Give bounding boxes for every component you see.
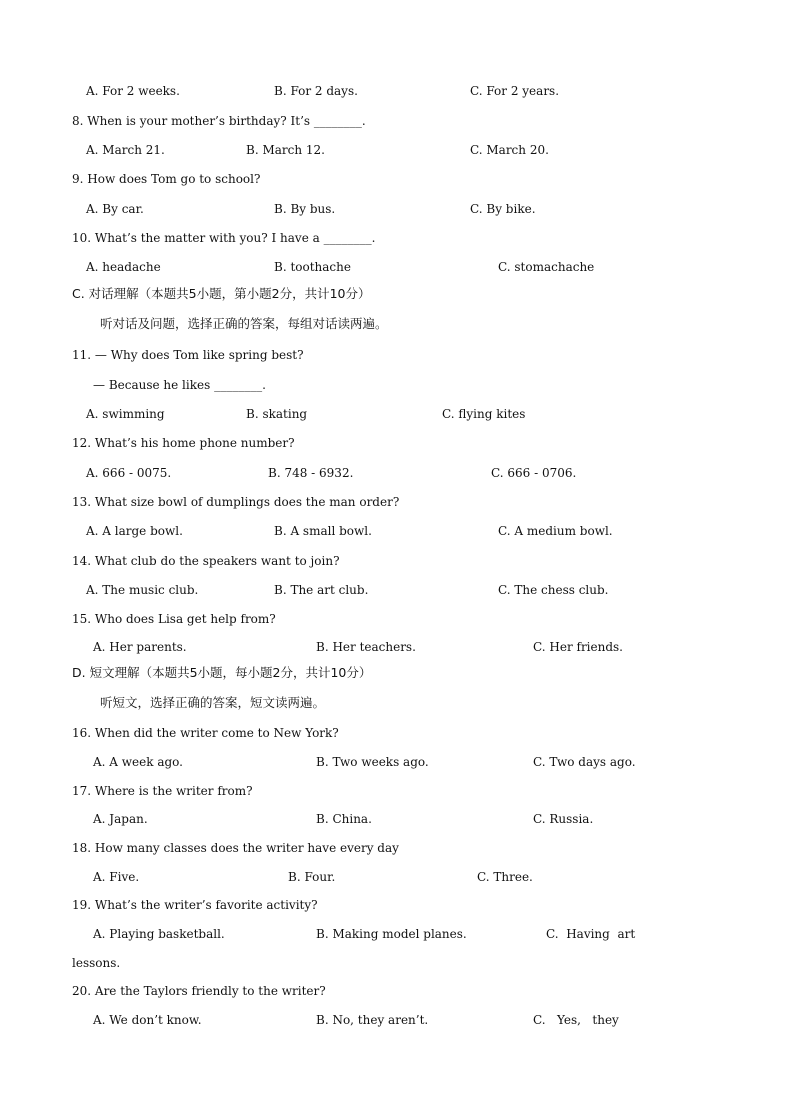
q9-option-c: C. By bike. <box>470 202 536 216</box>
q15-option-c: C. Her friends. <box>533 640 623 654</box>
q7-option-c: C. For 2 years. <box>470 84 560 98</box>
q13-stem: 13. What size bowl of dumplings does the man order? <box>72 495 400 509</box>
q12-option-c: C. 666 - 0706. <box>491 466 577 480</box>
q10-option-c: C. stomachache <box>498 260 595 274</box>
q16-option-b: B. Two weeks ago. <box>316 755 429 769</box>
q8-stem: 8. When is your mother’s birthday? It’s ________. <box>72 114 366 128</box>
q15-option-a: A. Her parents. <box>93 640 187 654</box>
q12-option-b: B. 748 - 6932. <box>268 466 354 480</box>
q14-option-a: A. The music club. <box>86 583 199 597</box>
q7-option-b: B. For 2 days. <box>274 84 358 98</box>
q8-option-c: C. March 20. <box>470 143 549 157</box>
q20-option-a: A. We don’t know. <box>93 1013 202 1027</box>
q15-option-b: B. Her teachers. <box>316 640 416 654</box>
q8-option-b: B. March 12. <box>246 143 325 157</box>
q17-option-a: A. Japan. <box>93 812 148 826</box>
q9-stem: 9. How does Tom go to school? <box>72 172 261 186</box>
q7-option-a: A. For 2 weeks. <box>86 84 180 98</box>
q20-stem: 20. Are the Taylors friendly to the writer? <box>72 984 326 998</box>
q19-option-b: B. Making model planes. <box>316 927 467 941</box>
q14-stem: 14. What club do the speakers want to join? <box>72 554 340 568</box>
q12-option-a: A. 666 - 0075. <box>86 466 172 480</box>
q11-option-a: A. swimming <box>86 407 165 421</box>
q17-option-b: B. China. <box>316 812 372 826</box>
q16-option-a: A. A week ago. <box>93 755 183 769</box>
q14-option-b: B. The art club. <box>274 583 369 597</box>
q14-option-c: C. The chess club. <box>498 583 609 597</box>
q11-stem-reply: — Because he likes ________. <box>93 378 266 392</box>
q8-option-a: A. March 21. <box>86 143 165 157</box>
q16-stem: 16. When did the writer come to New York? <box>72 726 339 740</box>
q10-option-a: A. headache <box>86 260 161 274</box>
q9-option-b: B. By bus. <box>274 202 336 216</box>
q11-option-b: B. skating <box>246 407 308 421</box>
q19-option-a: A. Playing basketball. <box>93 927 225 941</box>
q17-stem: 17. Where is the writer from? <box>72 784 253 798</box>
q18-option-b: B. Four. <box>288 870 336 884</box>
q11-stem: 11. — Why does Tom like spring best? <box>72 348 304 362</box>
q19-option-c: C. Having art <box>546 927 636 941</box>
section-d-title: D. 短文理解（本题共5小题，每小题2分，共计10分） <box>72 665 372 680</box>
q13-option-c: C. A medium bowl. <box>498 524 613 538</box>
q9-option-a: A. By car. <box>86 202 144 216</box>
q19-stem: 19. What’s the writer’s favorite activity? <box>72 898 318 912</box>
q15-stem: 15. Who does Lisa get help from? <box>72 612 276 626</box>
q10-stem: 10. What’s the matter with you? I have a ________. <box>72 231 376 245</box>
q20-option-c: C. Yes, they <box>533 1013 619 1027</box>
q16-option-c: C. Two days ago. <box>533 755 636 769</box>
q17-option-c: C. Russia. <box>533 812 594 826</box>
q13-option-a: A. A large bowl. <box>86 524 183 538</box>
q13-option-b: B. A small bowl. <box>274 524 372 538</box>
q18-option-a: A. Five. <box>93 870 140 884</box>
q11-option-c: C. flying kites <box>442 407 526 421</box>
q18-stem: 18. How many classes does the writer have every day <box>72 841 399 855</box>
q18-option-c: C. Three. <box>477 870 533 884</box>
section-c-instruction: 听对话及问题，选择正确的答案，每组对话读两遍。 <box>100 316 388 331</box>
section-d-instruction: 听短文，选择正确的答案，短文读两遍。 <box>100 695 326 710</box>
q10-option-b: B. toothache <box>274 260 351 274</box>
q12-stem: 12. What’s his home phone number? <box>72 436 295 450</box>
q19-option-c-continued: lessons. <box>72 956 121 970</box>
section-c-title: C. 对话理解（本题共5小题，第小题2分，共计10分） <box>72 286 371 301</box>
q20-option-b: B. No, they aren’t. <box>316 1013 429 1027</box>
